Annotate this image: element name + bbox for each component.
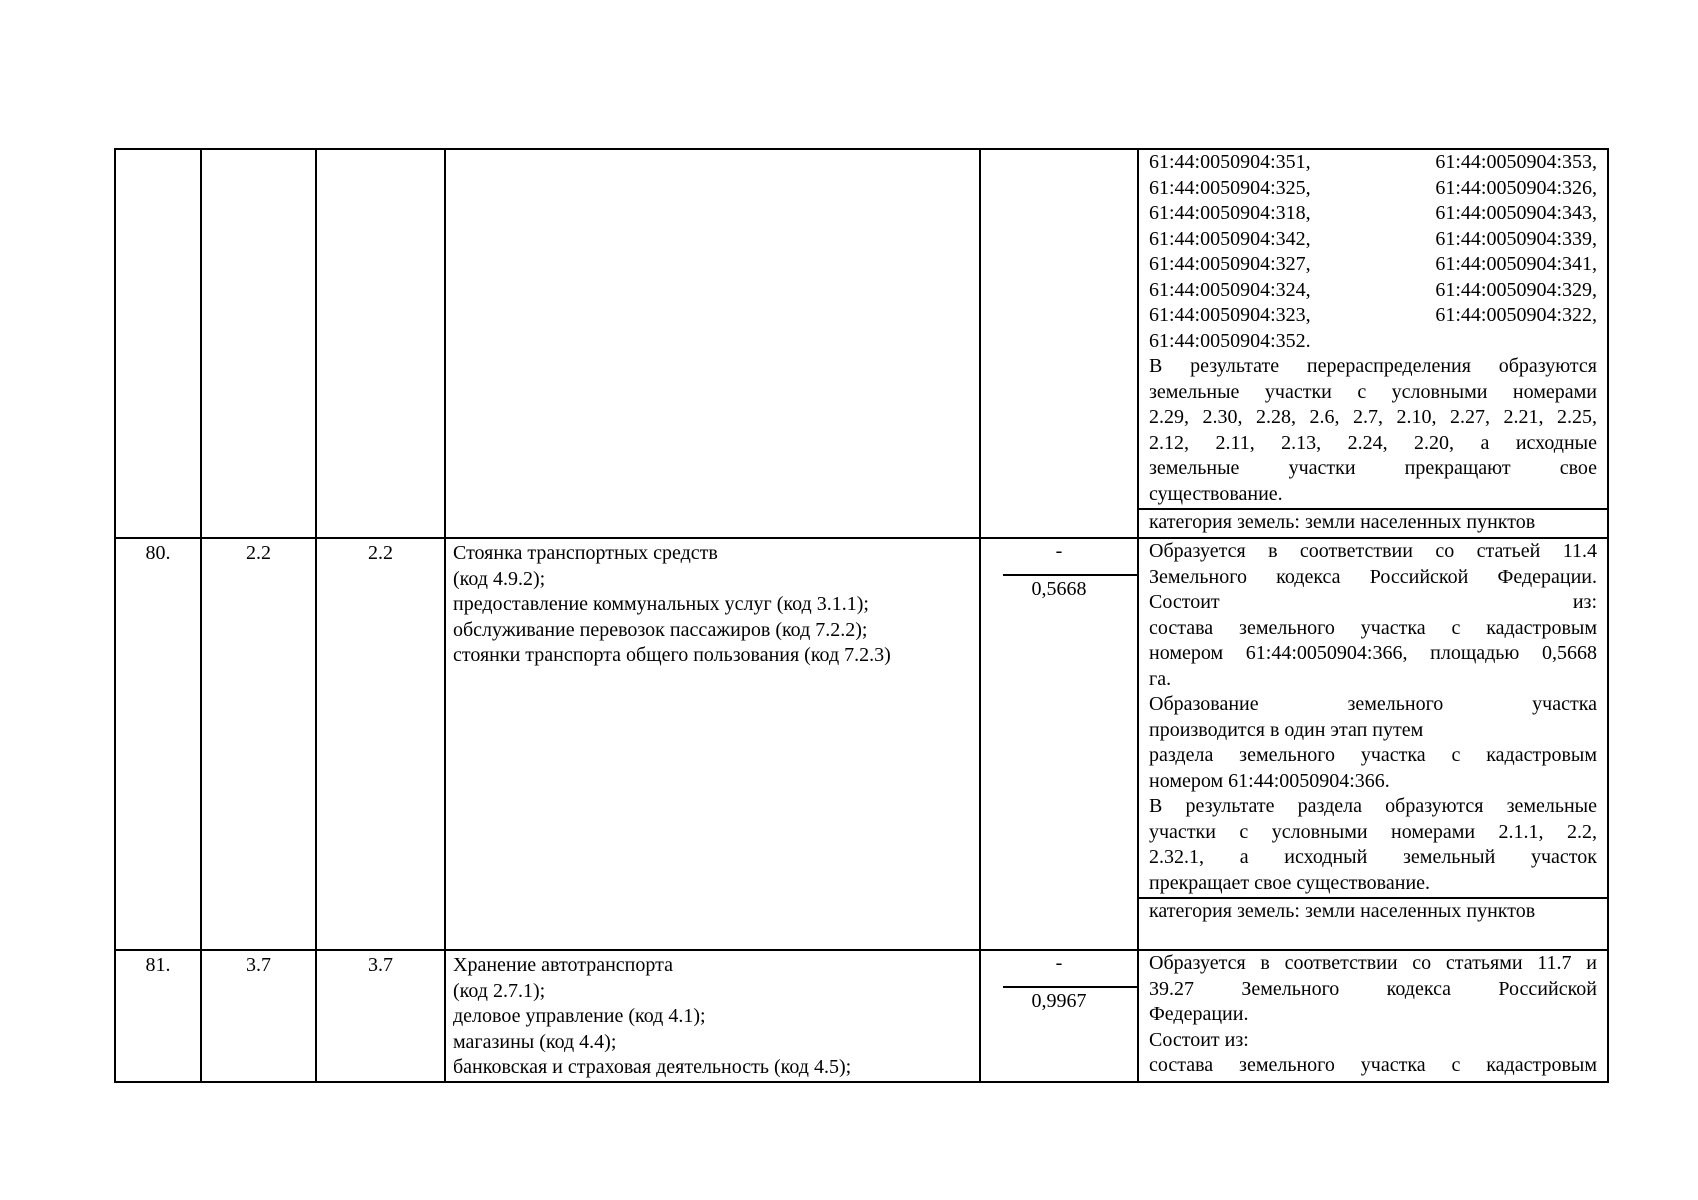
description-line: существование. bbox=[1149, 482, 1283, 505]
row-number-cell: 81. bbox=[115, 950, 201, 1082]
table-row-80 bbox=[115, 538, 1608, 950]
permitted-use-line: обслуживание перевозок пассажиров (код 7.2.2); bbox=[453, 618, 868, 641]
permitted-use-line: банковская и страховая деятельность (код 4.5); bbox=[453, 1056, 852, 1078]
description-line: участки с условными номерами 2.1.1, 2.2, bbox=[1149, 820, 1597, 843]
cadastral-pair: 61:44:0050904:327, 61:44:0050904:341, bbox=[1149, 253, 1597, 275]
description-text bbox=[1139, 951, 1607, 1079]
permitted-use-cell bbox=[445, 950, 980, 1082]
table-row-81 bbox=[115, 950, 1608, 1082]
area-dash: - bbox=[1055, 540, 1063, 562]
table-row-continuation bbox=[115, 149, 1608, 538]
area-cell bbox=[980, 950, 1138, 1082]
description-line: 2.12, 2.11, 2.13, 2.24, 2.20, а исходные bbox=[1149, 431, 1597, 454]
area-dash: - bbox=[1055, 952, 1063, 974]
permitted-use-line: предоставление коммунальных услуг (код 3.1.1); bbox=[453, 593, 869, 615]
zone-code-cell: 3.7 bbox=[201, 950, 316, 1082]
land-category: категория земель: земли населенных пунктов bbox=[1139, 897, 1607, 925]
area-value: 0,9967 bbox=[1031, 990, 1087, 1012]
area-value: 0,5668 bbox=[1031, 578, 1087, 600]
description-line: производится в один этап путем bbox=[1149, 718, 1424, 741]
row-number-cell bbox=[115, 149, 201, 538]
description-line: состава земельного участка с кадастровым bbox=[1149, 616, 1597, 639]
description-cell bbox=[1138, 149, 1608, 538]
description-line: раздела земельного участка с кадастровым bbox=[1149, 744, 1597, 766]
area-cell bbox=[980, 149, 1138, 538]
description-text bbox=[1139, 150, 1607, 508]
description-line: Состоит из: bbox=[1149, 591, 1597, 613]
description-line: 2.32.1, а исходный земельный участок bbox=[1149, 846, 1597, 868]
land-plots-table bbox=[114, 148, 1609, 1083]
permitted-use-line: (код 2.7.1); bbox=[453, 979, 546, 1002]
description-line: В результате раздела образуются земельные bbox=[1149, 795, 1597, 817]
land-category: категория земель: земли населенных пунктов bbox=[1139, 508, 1607, 536]
description-line: номером 61:44:0050904:366. bbox=[1149, 769, 1390, 792]
cadastral-pair: 61:44:0050904:324, 61:44:0050904:329, bbox=[1149, 278, 1597, 301]
cadastral-last: 61:44:0050904:352. bbox=[1149, 329, 1311, 352]
plot-code-cell bbox=[316, 149, 445, 538]
permitted-use-line: стоянки транспорта общего пользования (код 7.2.3) bbox=[453, 644, 891, 666]
description-line: Земельного кодекса Российской Федерации. bbox=[1149, 565, 1597, 588]
row-number-cell: 80. bbox=[115, 538, 201, 950]
description-line: Образуется в соответствии со статьей 11.4 bbox=[1149, 540, 1597, 562]
description-line: Образование земельного участка bbox=[1149, 693, 1597, 715]
cadastral-pair: 61:44:0050904:342, 61:44:0050904:339, bbox=[1149, 227, 1597, 250]
permitted-use-line: (код 4.9.2); bbox=[453, 567, 546, 590]
permitted-use-cell bbox=[445, 538, 980, 950]
description-line: прекращает свое существование. bbox=[1149, 871, 1431, 894]
area-divider bbox=[1003, 574, 1137, 576]
plot-code-cell: 2.2 bbox=[316, 538, 445, 950]
permitted-use-line: Стоянка транспортных средств bbox=[453, 542, 718, 564]
cadastral-pair: 61:44:0050904:351, 61:44:0050904:353, bbox=[1149, 151, 1597, 173]
description-text bbox=[1139, 539, 1607, 897]
permitted-use-cell bbox=[445, 149, 980, 538]
description-line: земельные участки прекращают свое bbox=[1149, 457, 1597, 479]
area-cell bbox=[980, 538, 1138, 950]
description-line: Образуется в соответствии со статьями 11.7 и bbox=[1149, 952, 1597, 974]
description-line: номером 61:44:0050904:366, площадью 0,5668 bbox=[1149, 642, 1597, 664]
area-divider bbox=[1003, 986, 1137, 988]
cadastral-pair: 61:44:0050904:318, 61:44:0050904:343, bbox=[1149, 202, 1597, 224]
cadastral-pair: 61:44:0050904:325, 61:44:0050904:326, bbox=[1149, 176, 1597, 199]
permitted-use-line: Хранение автотранспорта bbox=[453, 954, 673, 976]
permitted-use-line: магазины (код 4.4); bbox=[453, 1030, 617, 1053]
description-line: земельные участки с условными номерами bbox=[1149, 380, 1597, 403]
permitted-use-line: деловое управление (код 4.1); bbox=[453, 1005, 706, 1027]
zone-code-cell: 2.2 bbox=[201, 538, 316, 950]
description-line: состава земельного участка с кадастровым bbox=[1149, 1054, 1597, 1076]
cadastral-pair: 61:44:0050904:323, 61:44:0050904:322, bbox=[1149, 304, 1597, 326]
description-line: В результате перераспределения образуются bbox=[1149, 355, 1597, 377]
description-line: Состоит из: bbox=[1149, 1028, 1249, 1051]
plot-code-cell: 3.7 bbox=[316, 950, 445, 1082]
description-cell bbox=[1138, 538, 1608, 950]
description-line: 2.29, 2.30, 2.28, 2.6, 2.7, 2.10, 2.27, 2.21, 2.25, bbox=[1149, 406, 1597, 428]
description-cell bbox=[1138, 950, 1608, 1082]
description-line: 39.27 Земельного кодекса Российской bbox=[1149, 977, 1597, 1000]
description-line: Федерации. bbox=[1149, 1003, 1249, 1025]
zone-code-cell bbox=[201, 149, 316, 538]
description-line: га. bbox=[1149, 667, 1172, 690]
